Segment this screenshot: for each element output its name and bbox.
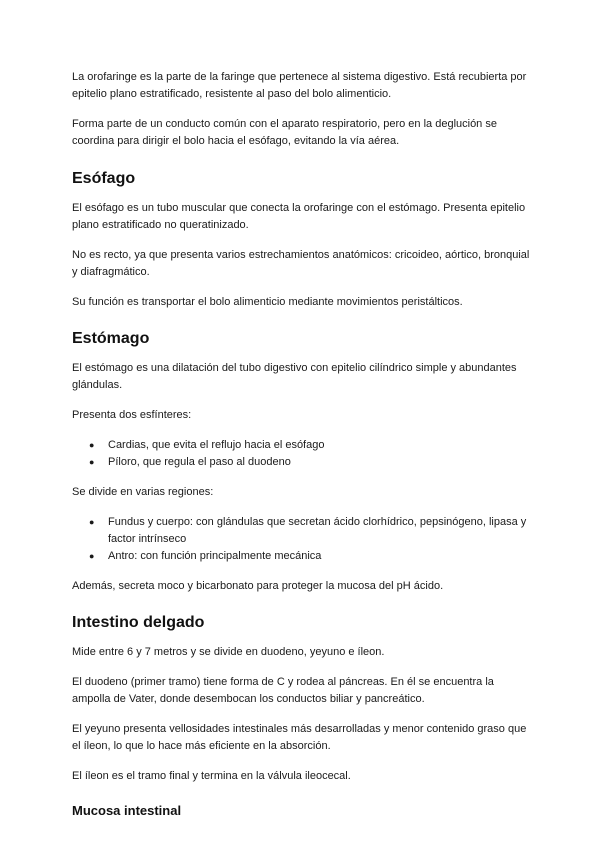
heading-mucosa-intestinal: Mucosa intestinal [72,803,182,818]
document-page [72,69,532,819]
list-item-text: Píloro, que regula el paso al duodeno [108,456,291,468]
intestino-paragraph-4: El íleon es el tramo final y termina en la válvula ileocecal. [72,770,351,782]
intro-paragraph-1: La orofaringe es la parte de la faringe que pertenece al sistema digestivo. Está recubierta por epitelio plano estratificado, resistente al paso del bolo alimenticio. [72,71,527,100]
estomago-paragraph-1: El estómago es una dilatación del tubo digestivo con epitelio cilíndrico simple y abundantes glándulas. [72,362,517,391]
esfinteres-list [72,437,532,471]
list-item [72,548,532,565]
intestino-paragraph-3: El yeyuno presenta vellosidades intestinales más desarrolladas y menor contenido graso que el íleon, lo que lo hace más eficiente en la absorción. [72,723,527,752]
esofago-paragraph-2: No es recto, ya que presenta varios estrechamientos anatómicos: cricoideo, aórtico, bronquial y diafragmático. [72,249,530,278]
heading-estomago: Estómago [72,330,150,347]
intro-paragraph-2: Forma parte de un conducto común con el aparato respiratorio, pero en la deglución se coordina para dirigir el bolo hacia el esófago, evitando la vía aérea. [72,118,497,147]
estomago-paragraph-4: Además, secreta moco y bicarbonato para proteger la mucosa del pH ácido. [72,580,444,592]
list-item-text: Fundus y cuerpo: con glándulas que secretan ácido clorhídrico, pepsinógeno, lipasa y factor intrínseco [108,516,527,545]
bullet-icon: ● [89,517,95,527]
esofago-paragraph-3: Su función es transportar el bolo alimenticio mediante movimientos peristálticos. [72,296,463,308]
regiones-list [72,514,532,565]
list-item [72,514,532,548]
heading-intestino-delgado: Intestino delgado [72,614,205,631]
intestino-paragraph-2: El duodeno (primer tramo) tiene forma de C y rodea al páncreas. En él se encuentra la ampolla de Vater, donde desembocan los conductos biliar y pancreático. [72,676,494,705]
list-item-text: Cardias, que evita el reflujo hacia el esófago [108,439,325,451]
esofago-paragraph-1: El esófago es un tubo muscular que conecta la orofaringe con el estómago. Presenta epitelio plano estratificado no queratinizado. [72,202,526,231]
bullet-icon: ● [89,440,95,450]
heading-esofago: Esófago [72,170,136,187]
bullet-icon: ● [89,551,95,561]
estomago-paragraph-3: Se divide en varias regiones: [72,486,214,498]
list-item [72,454,532,471]
bullet-icon: ● [89,457,95,467]
intestino-paragraph-1: Mide entre 6 y 7 metros y se divide en duodeno, yeyuno e íleon. [72,646,385,658]
list-item-text: Antro: con función principalmente mecánica [108,550,322,562]
estomago-paragraph-2: Presenta dos esfínteres: [72,409,192,421]
list-item [72,437,532,454]
